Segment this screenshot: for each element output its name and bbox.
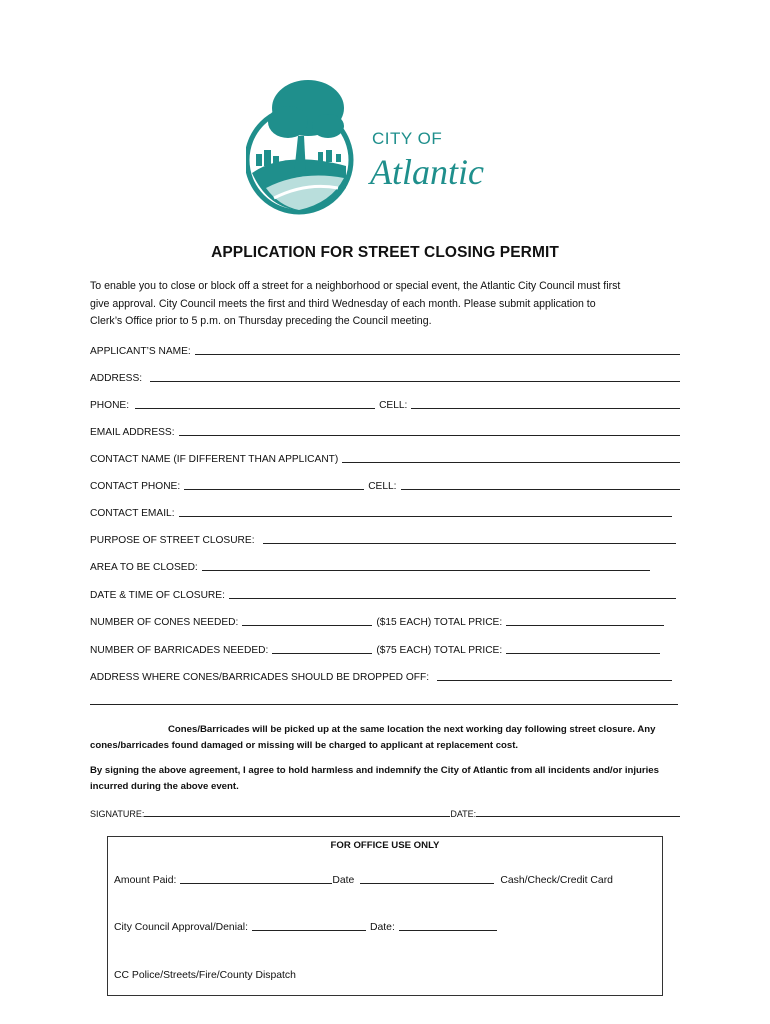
email-field[interactable] [179,424,680,436]
city-logo [246,78,518,218]
signature-field[interactable] [144,805,450,817]
approval-field[interactable] [252,919,366,931]
logo-line2: Atlantic [370,152,484,192]
amount-paid-field[interactable] [180,872,332,884]
barricades-price-label: ($75 EACH) TOTAL PRICE: [376,645,503,656]
signature-date-field[interactable] [476,805,680,817]
signature-date-label: DATE: [450,809,477,819]
area-row [90,557,650,573]
logo-line1: CITY OF [372,129,443,148]
contact-name-label: CONTACT NAME (IF DIFFERENT THAN APPLICANT) [90,454,339,465]
contact-email-field[interactable] [179,505,672,517]
signature-label: SIGNATURE: [90,809,145,819]
approval-date-label: Date: [370,922,395,933]
applicant-name-label: APPLICANT’S NAME: [90,346,191,357]
distribution-row [114,965,296,981]
office-use-title: FOR OFFICE USE ONLY [330,840,440,851]
datetime-row [90,585,676,601]
phone-label: PHONE: [90,400,130,411]
phone-row [90,395,680,411]
cones-price-label: ($15 EACH) TOTAL PRICE: [376,617,503,628]
amount-paid-label: Amount Paid: [114,875,177,886]
agreement-note-line: incurred during the above event. [90,781,239,792]
cones-row [90,612,664,628]
contact-cell-label: CELL: [368,481,397,492]
intro-line: Clerk’s Office prior to 5 p.m. on Thursday preceding the Council meeting. [90,315,432,327]
distribution-text: CC Police/Streets/Fire/County Dispatch [114,970,296,981]
cell-field[interactable] [411,397,680,409]
payment-methods-text: Cash/Check/Credit Card [500,875,613,886]
dropoff-field-continued[interactable] [90,704,678,705]
intro-line: give approval. City Council meets the first and third Wednesday of each month. Please submit application to [90,297,596,310]
barricades-total-field[interactable] [506,642,660,654]
agreement-note [90,763,690,795]
approval-date-field[interactable] [399,919,497,931]
datetime-label: DATE & TIME OF CLOSURE: [90,590,225,601]
office-date-label: Date [332,875,355,886]
cell-label: CELL: [379,400,408,411]
datetime-field[interactable] [229,587,676,599]
dropoff-label: ADDRESS WHERE CONES/BARRICADES SHOULD BE DROPPED OFF: [90,672,430,683]
page-title: APPLICATION FOR STREET CLOSING PERMIT [211,244,559,261]
cones-quantity-field[interactable] [242,614,372,626]
purpose-field[interactable] [263,532,676,544]
amount-paid-row [114,870,613,886]
address-label: ADDRESS: [90,373,143,384]
barricades-label: NUMBER OF BARRICADES NEEDED: [90,645,269,656]
contact-email-row [90,503,672,519]
contact-phone-field[interactable] [184,478,364,490]
signature-row [90,803,680,819]
purpose-row [90,530,676,546]
area-field[interactable] [202,559,650,571]
pickup-note [90,722,690,754]
contact-phone-label: CONTACT PHONE: [90,481,181,492]
area-label: AREA TO BE CLOSED: [90,562,198,573]
dropoff-field[interactable] [437,669,672,681]
contact-name-row [90,449,680,465]
email-row [90,422,680,438]
phone-field[interactable] [135,397,375,409]
address-row [90,368,680,384]
email-label: EMAIL ADDRESS: [90,427,175,438]
approval-row [114,917,497,933]
contact-cell-field[interactable] [401,478,680,490]
office-use-box [107,836,663,996]
contact-email-label: CONTACT EMAIL: [90,508,175,519]
address-field[interactable] [150,370,680,382]
approval-label: City Council Approval/Denial: [114,922,248,933]
pickup-note-line: Cones/Barricades will be picked up at the same location the next working day following street closure. Any [168,724,656,735]
applicant-name-row [90,341,680,357]
pickup-note-line: cones/barricades found damaged or missing will be charged to applicant at replacement cost. [90,740,519,751]
cones-total-field[interactable] [506,614,664,626]
office-date-field[interactable] [360,872,494,884]
city-logo-icon [246,78,518,218]
dropoff-row [90,667,672,683]
cones-label: NUMBER OF CONES NEEDED: [90,617,239,628]
applicant-name-field[interactable] [195,343,680,355]
agreement-note-line: By signing the above agreement, I agree to hold harmless and indemnify the City of Atlantic from all incidents and/or injuries [90,765,659,776]
intro-line: To enable you to close or block off a street for a neighborhood or special event, the Atlantic City Council must first [90,280,621,292]
barricades-row [90,640,660,656]
contact-name-field[interactable] [342,451,680,463]
contact-phone-row [90,476,680,492]
purpose-label: PURPOSE OF STREET CLOSURE: [90,535,255,546]
intro-paragraph [90,278,690,331]
barricades-quantity-field[interactable] [272,642,372,654]
